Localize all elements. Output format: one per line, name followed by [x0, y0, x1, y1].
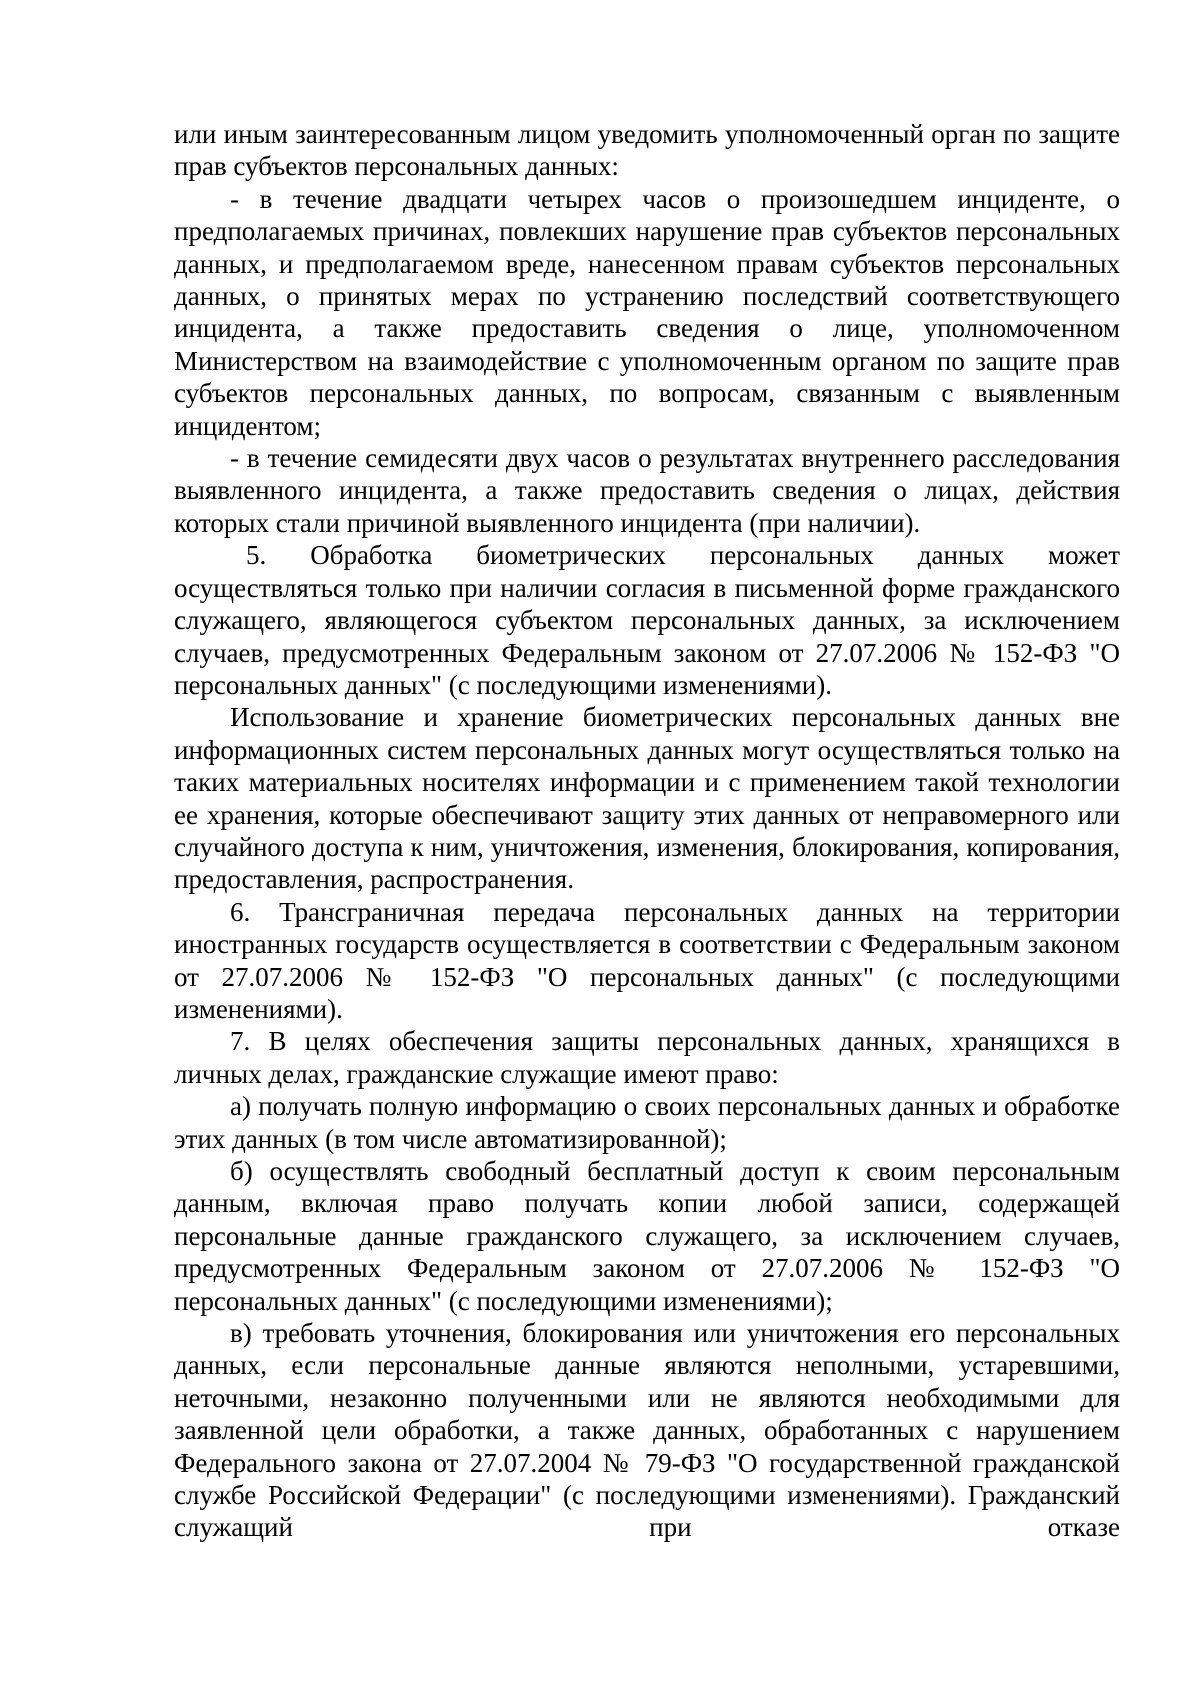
document-body: [174, 118, 1120, 1544]
paragraph-section-6: 6. Трансграничная передача персональных данных на территории иностранных государств осуществляется в соответствии с Федеральным законом от 27.07.2006 № 152-ФЗ "О персональных данных" (с последующими изменениями).: [174, 896, 1120, 1024]
paragraph-item-72h: - в течение семидесяти двух часов о результатах внутреннего расследования выявленного инцидента, а также предоставить сведения о лицах, действия которых стали причиной выявленного инцидента (при наличии).: [174, 443, 1120, 538]
paragraph-section-7: 7. В целях обеспечения защиты персональных данных, хранящихся в личных делах, гражданские служащие имеют право:: [174, 1026, 1120, 1089]
paragraph-item-a: а) получать полную информацию о своих персональных данных и обработке этих данных (в том числе автоматизированной);: [174, 1091, 1120, 1154]
paragraph-item-b: б) осуществлять свободный бесплатный доступ к своим персональным данным, включая право получать копии любой записи, содержащей персональные данные гражданского служащего, за исключением случаев, предусмотренных Федеральным законом от 27.07.2006 № 152-ФЗ "О персональных данных" (с последующими изменениями);: [174, 1156, 1120, 1316]
paragraph-item-24h: - в течение двадцати четырех часов о произошедшем инциденте, о предполагаемых причинах, повлекших нарушение прав субъектов персональных данных, и предполагаемом вреде, нанесенном правам субъектов персональных данных, о принятых мерах по устранению последствий соответствующего инцидента, а также предоставить сведения о лице, уполномоченном Министерством на взаимодействие с уполномоченным органом по защите прав субъектов персональных данных, по вопросам, связанным с выявленным инцидентом;: [174, 183, 1120, 441]
paragraph-item-v: в) требовать уточнения, блокирования или уничтожения его персональных данных, если персональные данные являются неполными, устаревшими, неточными, незаконно полученными или не являются необходимыми для заявленной цели обработки, а также данных, обработанных с нарушением Федерального закона от 27.07.2004 № 79-ФЗ "О государственной гражданской службе Российской Федерации" (с последующими изменениями). Гражданский служащий при отказе: [174, 1318, 1120, 1543]
paragraph-biometric-storage: Использование и хранение биометрических персональных данных вне информационных систем персональных данных могут осуществляться только на таких материальных носителях информации и с применением такой технологии ее хранения, которые обеспечивают защиту этих данных от неправомерного или случайного доступа к ним, уничтожения, изменения, блокирования, копирования, предоставления, распространения.: [174, 702, 1120, 895]
paragraph-continuation: или иным заинтересованным лицом уведомить уполномоченный орган по защите прав субъектов персональных данных:: [174, 119, 1120, 182]
paragraph-section-5: 5. Обработка биометрических персональных данных может осуществляться только при наличии согласия в письменной форме гражданского служащего, являющегося субъектом персональных данных, за исключением случаев, предусмотренных Федеральным законом от 27.07.2006 № 152-ФЗ "О персональных данных" (с последующими изменениями).: [174, 540, 1120, 700]
